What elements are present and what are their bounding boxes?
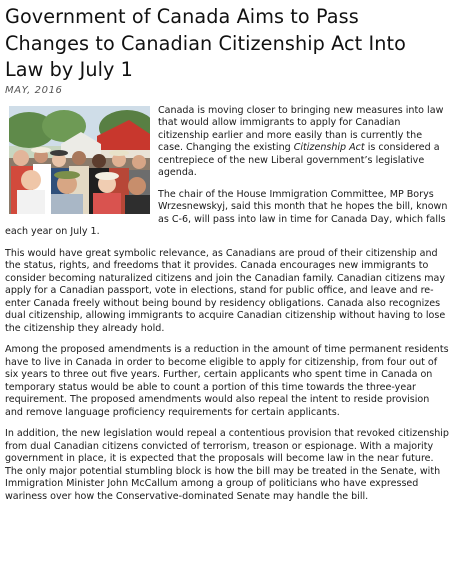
article-paragraph-2: The chair of the House Immigration Committee, MP Borys Wrzesnewskyj, said this month that he hopes the bill, known as C-6, will pass into law in time for Canada Day, which falls each year on July 1. (5, 188, 448, 237)
article-title: Government of Canada Aims to Pass Changes to Canadian Citizenship Act Into Law by July 1 (5, 5, 406, 81)
article-paragraph-5: In addition, the new legislation would repeal a contentious provision that revoked citizenship from dual Canadian citizens convicted of terrorism, treason or espionage. With a majority government in place, it is expected that the proposals will become law in the near future. The only major potential stumbling block is how the bill may be treated in the Senate, with Immigration Minister John McCallum among a group of politicians who have expressed wariness over how the Conservative-dominated Senate may handle the bill. (5, 428, 449, 502)
article-paragraph-4: Among the proposed amendments is a reduction in the amount of time permanent residents have to live in Canada in order to become eligible to apply for citizenship, from four out of six years to three out five years. Further, certain applicants who spent time in Canada on temporary status would be able to count a portion of this time towards the three-year requirement. The proposed amendments would also repeal the intent to reside provision and remove language proficiency requirements for certain applicants. (5, 344, 449, 418)
article-date: MAY, 2016 (5, 84, 63, 96)
article-paragraph-3: This would have great symbolic relevance, as Canadians are proud of their citizenship and the status, rights, and freedoms that it provides. Canada encourages new immigrants to consider becoming naturalized citizens and join the Canadian family. Canadian citizens may apply for a Canadian passport, vote in elections, stand for public office, and leave and re-enter Canada freely without being bound by residency obligations. Canada also recognizes dual citizenship, allowing immigrants to acquire Canadian citizenship without having to lose the citizenship they already hold. (5, 247, 446, 334)
article-body (5, 248, 449, 504)
article-photo (9, 106, 150, 214)
paragraph-1-text-a: Canada is moving closer to bringing new measures into law that would allow immigrants to apply for Canadian citizenship earlier and more easily than is currently the case. Changing the existing (158, 104, 444, 153)
crowd-photo-illustration (9, 106, 150, 214)
article (5, 4, 449, 512)
citizenship-act-emphasis: Citizenship Act (293, 142, 365, 153)
article-lead (5, 105, 449, 239)
paragraph-1-text-b: is considered a centrepiece of the new Liberal government’s legislative agenda. (158, 142, 440, 178)
